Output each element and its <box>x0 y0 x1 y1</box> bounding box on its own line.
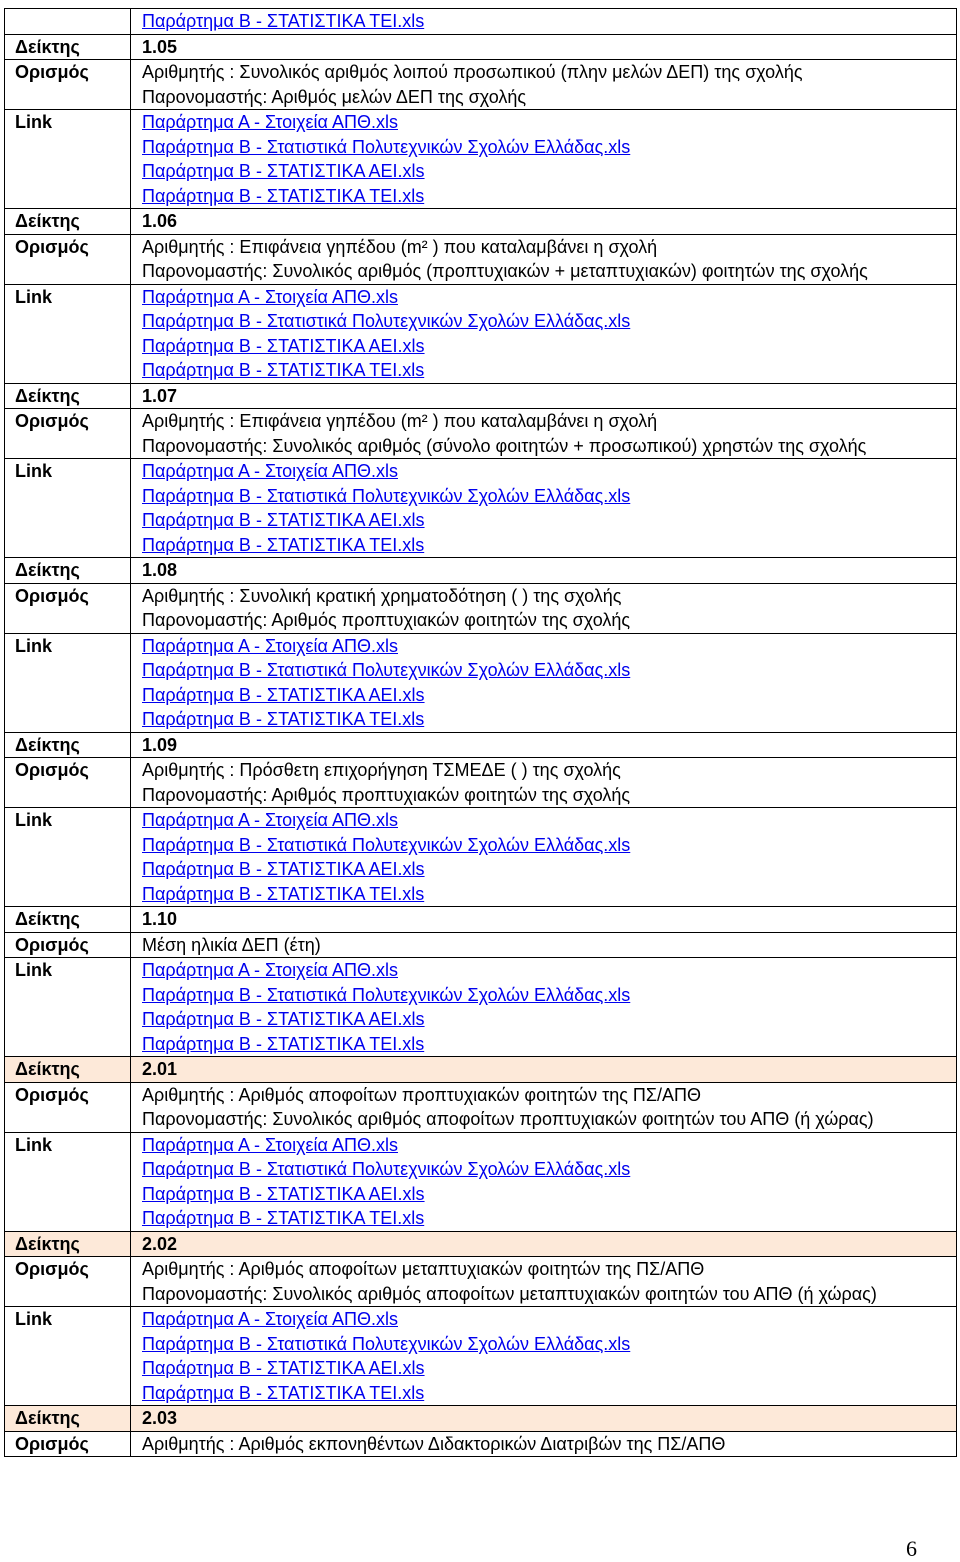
definition-cell <box>131 1082 957 1132</box>
indicator-header-row <box>5 1057 957 1083</box>
definition-cell <box>131 758 957 808</box>
definition-row <box>5 932 957 958</box>
link-cell <box>131 9 957 35</box>
indicator-header-row <box>5 1231 957 1257</box>
index-label: Δείκτης <box>5 383 131 409</box>
definition-line: Αριθμητής : Συνολική κρατική χρηματοδότηση ( ) της σχολής <box>142 585 622 606</box>
link-polytechnic-stats[interactable]: Παράρτημα Β - Στατιστικά Πολυτεχνικών Σχολών Ελλάδας.xls <box>142 136 631 157</box>
indicator-number: 1.06 <box>131 209 957 235</box>
document-page <box>4 8 957 1457</box>
indicator-number: 1.10 <box>131 907 957 933</box>
definition-line: Παρονομαστής: Συνολικός αριθμός αποφοίτων μεταπτυχιακών φοιτητών του ΑΠΘ (ή χώρας) <box>142 1283 877 1304</box>
link-tei-stats[interactable]: Παράρτημα Β - ΣΤΑΤΙΣΤΙΚΑ ΤΕΙ.xls <box>142 534 425 555</box>
link-polytechnic-stats[interactable]: Παράρτημα Β - Στατιστικά Πολυτεχνικών Σχολών Ελλάδας.xls <box>142 485 631 506</box>
link-aei-stats[interactable]: Παράρτημα Β - ΣΤΑΤΙΣΤΙΚΑ ΑΕΙ.xls <box>142 859 425 879</box>
indicator-number: 2.03 <box>131 1406 957 1432</box>
link-label: Link <box>5 808 131 907</box>
definition-label: Ορισμός <box>5 234 131 284</box>
links-cell <box>131 284 957 383</box>
link-tei-stats[interactable]: Παράρτημα Β - ΣΤΑΤΙΣΤΙΚΑ ΤΕΙ.xls <box>142 185 425 206</box>
indicator-table-body <box>5 9 957 1457</box>
definition-label: Ορισμός <box>5 758 131 808</box>
index-label: Δείκτης <box>5 907 131 933</box>
definition-cell <box>131 409 957 459</box>
index-label: Δείκτης <box>5 34 131 60</box>
definition-row <box>5 409 957 459</box>
link-label: Link <box>5 284 131 383</box>
definition-line: Παρονομαστής: Αριθμός μελών ΔΕΠ της σχολής <box>142 86 527 107</box>
link-row <box>5 459 957 558</box>
definition-line: Αριθμητής : Επιφάνεια γηπέδου (m² ) που καταλαμβάνει η σχολή <box>142 236 658 257</box>
definition-line: Αριθμητής : Πρόσθετη επιχορήγηση ΤΣΜΕΔΕ ( ) της σχολής <box>142 760 621 780</box>
links-cell <box>131 808 957 907</box>
index-label: Δείκτης <box>5 558 131 584</box>
link-row <box>5 1307 957 1406</box>
definition-row <box>5 60 957 110</box>
definition-label: Ορισμός <box>5 60 131 110</box>
definition-cell <box>131 932 957 958</box>
definition-cell <box>131 60 957 110</box>
indicator-header-row <box>5 907 957 933</box>
link-aei-stats[interactable]: Παράρτημα Β - ΣΤΑΤΙΣΤΙΚΑ ΑΕΙ.xls <box>142 684 425 705</box>
link-tei-stats[interactable]: Παράρτημα Β - ΣΤΑΤΙΣΤΙΚΑ ΤΕΙ.xls <box>142 1033 425 1054</box>
indicator-number: 1.08 <box>131 558 957 584</box>
link-row <box>5 1132 957 1231</box>
link-apth-data[interactable]: Παράρτημα Α - Στοιχεία ΑΠΘ.xls <box>142 112 398 132</box>
link-aei-stats[interactable]: Παράρτημα Β - ΣΤΑΤΙΣΤΙΚΑ ΑΕΙ.xls <box>142 1009 425 1029</box>
link-polytechnic-stats[interactable]: Παράρτημα Β - Στατιστικά Πολυτεχνικών Σχολών Ελλάδας.xls <box>142 311 631 331</box>
definition-label: Ορισμός <box>5 1257 131 1307</box>
definition-cell <box>131 1257 957 1307</box>
index-label: Δείκτης <box>5 1231 131 1257</box>
definition-row <box>5 583 957 633</box>
link-tei-stats[interactable]: Παράρτημα Β - ΣΤΑΤΙΣΤΙΚΑ ΤΕΙ.xls <box>142 709 425 729</box>
definition-line: Αριθμητής : Αριθμός αποφοίτων μεταπτυχιακών φοιτητών της ΠΣ/ΑΠΘ <box>142 1259 705 1279</box>
index-label: Δείκτης <box>5 732 131 758</box>
index-label: Δείκτης <box>5 1057 131 1083</box>
link-aei-stats[interactable]: Παράρτημα Β - ΣΤΑΤΙΣΤΙΚΑ ΑΕΙ.xls <box>142 1358 425 1378</box>
links-cell <box>131 633 957 732</box>
links-cell <box>131 958 957 1057</box>
definition-line: Μέση ηλικία ΔΕΠ (έτη) <box>142 934 321 955</box>
links-cell <box>131 1132 957 1231</box>
link-row <box>5 110 957 209</box>
link-polytechnic-stats[interactable]: Παράρτημα Β - Στατιστικά Πολυτεχνικών Σχολών Ελλάδας.xls <box>142 660 631 680</box>
link-label: Link <box>5 633 131 732</box>
definition-row <box>5 234 957 284</box>
definition-line: Παρονομαστής: Συνολικός αριθμός (προπτυχιακών + μεταπτυχιακών) φοιτητών της σχολής <box>142 261 868 281</box>
link-tei-stats[interactable]: Παράρτημα Β - ΣΤΑΤΙΣΤΙΚΑ ΤΕΙ.xls <box>142 1208 425 1228</box>
top-link-row <box>5 9 957 35</box>
link-apth-data[interactable]: Παράρτημα Α - Στοιχεία ΑΠΘ.xls <box>142 810 398 830</box>
definition-line: Παρονομαστής: Αριθμός προπτυχιακών φοιτητών της σχολής <box>142 610 631 630</box>
link-aei-stats[interactable]: Παράρτημα Β - ΣΤΑΤΙΣΤΙΚΑ ΑΕΙ.xls <box>142 335 425 356</box>
link-tei-stats[interactable]: Παράρτημα Β - ΣΤΑΤΙΣΤΙΚΑ ΤΕΙ.xls <box>142 360 425 380</box>
links-cell <box>131 459 957 558</box>
link-tei-stats[interactable]: Παράρτημα Β - ΣΤΑΤΙΣΤΙΚΑ ΤΕΙ.xls <box>142 1382 425 1403</box>
index-label: Δείκτης <box>5 209 131 235</box>
link-aei-stats[interactable]: Παράρτημα Β - ΣΤΑΤΙΣΤΙΚΑ ΑΕΙ.xls <box>142 161 425 181</box>
link-row <box>5 284 957 383</box>
link-polytechnic-stats[interactable]: Παράρτημα Β - Στατιστικά Πολυτεχνικών Σχολών Ελλάδας.xls <box>142 834 631 855</box>
link-tei-stats[interactable]: Παράρτημα Β - ΣΤΑΤΙΣΤΙΚΑ ΤΕΙ.xls <box>142 883 425 904</box>
definition-cell <box>131 1431 957 1457</box>
definition-label: Ορισμός <box>5 1082 131 1132</box>
link-label: Link <box>5 110 131 209</box>
indicator-number: 1.07 <box>131 383 957 409</box>
link-row <box>5 808 957 907</box>
indicator-number: 2.01 <box>131 1057 957 1083</box>
index-label: Δείκτης <box>5 1406 131 1432</box>
links-cell <box>131 110 957 209</box>
definition-row <box>5 1257 957 1307</box>
indicator-header-row <box>5 209 957 235</box>
link-label: Link <box>5 1132 131 1231</box>
indicator-header-row <box>5 383 957 409</box>
link-label: Link <box>5 958 131 1057</box>
indicator-table <box>4 8 957 1457</box>
link-apth-data[interactable]: Παράρτημα Α - Στοιχεία ΑΠΘ.xls <box>142 635 398 656</box>
definition-line: Παρονομαστής: Αριθμός προπτυχιακών φοιτητών της σχολής <box>142 784 631 805</box>
definition-line: Αριθμητής : Αριθμός εκπονηθέντων Διδακτορικών Διατριβών της ΠΣ/ΑΠΘ <box>142 1433 726 1454</box>
link-polytechnic-stats[interactable]: Παράρτημα Β - Στατιστικά Πολυτεχνικών Σχολών Ελλάδας.xls <box>142 1159 631 1179</box>
indicator-header-row <box>5 1406 957 1432</box>
definition-line: Παρονομαστής: Συνολικός αριθμός αποφοίτων προπτυχιακών φοιτητών του ΑΠΘ (ή χώρας) <box>142 1109 874 1129</box>
link-aei-stats[interactable]: Παράρτημα Β - ΣΤΑΤΙΣΤΙΚΑ ΑΕΙ.xls <box>142 510 425 530</box>
definition-label: Ορισμός <box>5 583 131 633</box>
definition-cell <box>131 234 957 284</box>
definition-cell <box>131 583 957 633</box>
definition-label: Ορισμός <box>5 409 131 459</box>
indicator-number: 1.05 <box>131 34 957 60</box>
link-apth-data[interactable]: Παράρτημα Α - Στοιχεία ΑΠΘ.xls <box>142 461 398 481</box>
definition-row <box>5 758 957 808</box>
link-label: Link <box>5 459 131 558</box>
link-tei-stats[interactable]: Παράρτημα Β - ΣΤΑΤΙΣΤΙΚΑ ΤΕΙ.xls <box>142 11 425 31</box>
indicator-header-row <box>5 558 957 584</box>
definition-row <box>5 1431 957 1457</box>
indicator-number: 2.02 <box>131 1231 957 1257</box>
indicator-number: 1.09 <box>131 732 957 758</box>
link-label: Link <box>5 1307 131 1406</box>
indicator-header-row <box>5 732 957 758</box>
link-apth-data[interactable]: Παράρτημα Α - Στοιχεία ΑΠΘ.xls <box>142 1134 398 1155</box>
link-apth-data[interactable]: Παράρτημα Α - Στοιχεία ΑΠΘ.xls <box>142 286 398 307</box>
link-aei-stats[interactable]: Παράρτημα Β - ΣΤΑΤΙΣΤΙΚΑ ΑΕΙ.xls <box>142 1183 425 1204</box>
link-row <box>5 958 957 1057</box>
definition-line: Αριθμητής : Συνολικός αριθμός λοιπού προσωπικού (πλην μελών ΔΕΠ) της σχολής <box>142 62 803 82</box>
link-polytechnic-stats[interactable]: Παράρτημα Β - Στατιστικά Πολυτεχνικών Σχολών Ελλάδας.xls <box>142 1333 631 1354</box>
definition-label: Ορισμός <box>5 932 131 958</box>
links-cell <box>131 1307 957 1406</box>
definition-line: Αριθμητής : Επιφάνεια γηπέδου (m² ) που καταλαμβάνει η σχολή <box>142 411 658 431</box>
definition-row <box>5 1082 957 1132</box>
definition-line: Αριθμητής : Αριθμός αποφοίτων προπτυχιακών φοιτητών της ΠΣ/ΑΠΘ <box>142 1084 702 1105</box>
link-apth-data[interactable]: Παράρτημα Α - Στοιχεία ΑΠΘ.xls <box>142 1309 398 1329</box>
link-polytechnic-stats[interactable]: Παράρτημα Β - Στατιστικά Πολυτεχνικών Σχολών Ελλάδας.xls <box>142 984 631 1005</box>
page-number: 6 <box>906 1536 917 1561</box>
empty-label-cell <box>5 9 131 35</box>
link-row <box>5 633 957 732</box>
definition-line: Παρονομαστής: Συνολικός αριθμός (σύνολο φοιτητών + προσωπικού) χρηστών της σχολής <box>142 435 867 456</box>
definition-label: Ορισμός <box>5 1431 131 1457</box>
link-apth-data[interactable]: Παράρτημα Α - Στοιχεία ΑΠΘ.xls <box>142 960 398 980</box>
indicator-header-row <box>5 34 957 60</box>
